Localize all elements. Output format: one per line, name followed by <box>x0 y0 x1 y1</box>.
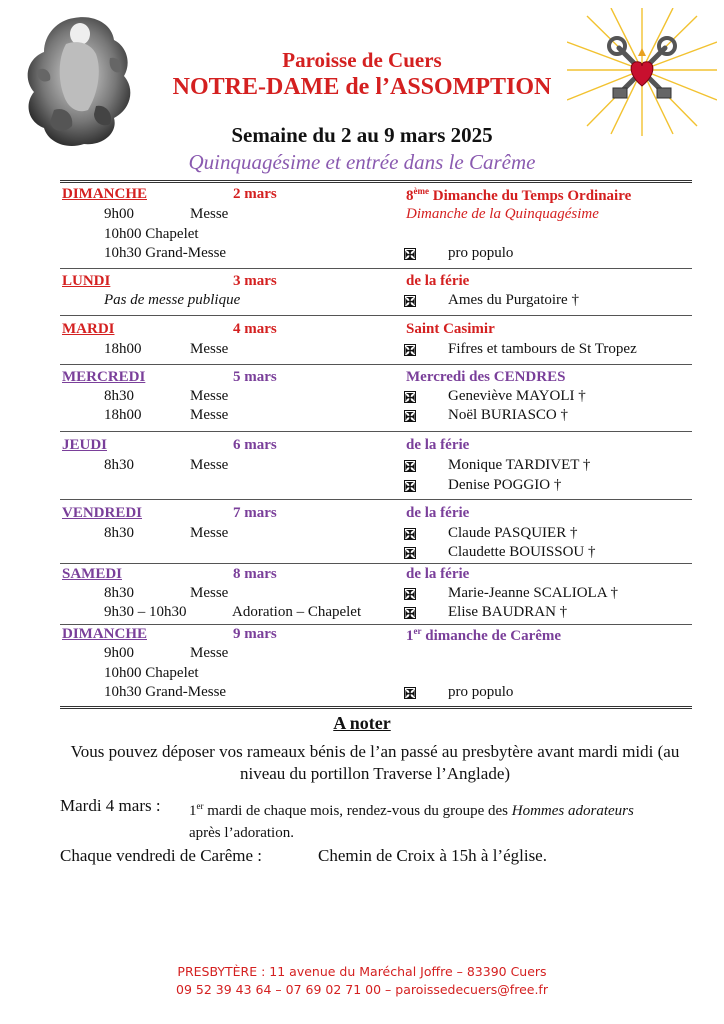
feast-title: de la férie <box>406 437 470 453</box>
cross-icon: ✠ <box>405 460 416 474</box>
mass-intention: Claude PASQUIER † <box>448 525 578 541</box>
day-date: 3 mars <box>233 273 277 289</box>
feast-title: de la férie <box>406 273 470 289</box>
day-date: 8 mars <box>233 566 277 582</box>
day-date: 2 mars <box>233 186 277 202</box>
mass-intention: Denise POGGIO † <box>448 477 562 493</box>
schedule-time: 8h30 <box>104 585 134 601</box>
schedule-event: Messe <box>190 341 229 357</box>
schedule-event: Messe <box>190 525 229 541</box>
church-name: NOTRE-DAME de l’ASSOMPTION <box>172 74 552 100</box>
schedule-event: Messe <box>190 457 229 473</box>
cross-icon: ✠ <box>405 547 416 561</box>
schedule-time: 10h00 Chapelet <box>104 665 199 681</box>
cross-icon: ✠ <box>405 687 416 701</box>
day-separator <box>60 563 692 564</box>
notes-heading: A noter <box>333 713 391 733</box>
day-separator <box>60 624 692 625</box>
schedule-time: 8h30 <box>104 457 134 473</box>
schedule-time: 9h30 – 10h30 <box>104 604 187 620</box>
feast-title: 1er dimanche de Carême <box>406 626 562 644</box>
cross-icon: ✠ <box>405 588 416 602</box>
cross-icon: ✠ <box>405 410 416 424</box>
cross-icon: ✠ <box>405 295 416 309</box>
notes-tuesday-label: Mardi 4 mars : <box>60 796 161 815</box>
feast-title: 8ème Dimanche du Temps Ordinaire <box>406 186 632 204</box>
day-name: LUNDI <box>62 273 111 289</box>
table-top-rule <box>60 180 692 183</box>
notes-friday-label: Chaque vendredi de Carême : <box>60 846 263 865</box>
cross-icon: ✠ <box>405 607 416 621</box>
mass-intention: Fifres et tambours de St Tropez <box>448 341 637 357</box>
notes-tuesday-text: 1er mardi de chaque mois, rendez-vous du groupe des Hommes adorateurs après l’adoration. <box>189 801 634 841</box>
schedule-time: 8h30 <box>104 388 134 404</box>
liturgical-subtitle: Quinquagésime et entrée dans le Carême <box>188 150 536 174</box>
mass-intention: pro populo <box>448 245 514 261</box>
day-name: JEUDI <box>62 437 108 453</box>
day-name: VENDREDI <box>62 505 143 521</box>
schedule-event: Messe <box>190 645 229 661</box>
feast-title: Mercredi des CENDRES <box>406 369 566 385</box>
day-date: 4 mars <box>233 321 277 337</box>
day-separator <box>60 315 692 316</box>
day-name: DIMANCHE <box>62 626 147 642</box>
day-separator <box>60 268 692 269</box>
cross-icon: ✠ <box>405 480 416 494</box>
schedule-event: Messe <box>190 206 229 222</box>
schedule-time: 9h00 <box>104 206 134 222</box>
schedule-time: 8h30 <box>104 525 134 541</box>
day-name: MARDI <box>62 321 115 337</box>
schedule-event: Messe <box>190 388 229 404</box>
schedule-event: Messe <box>190 407 229 423</box>
mass-intention: Marie-Jeanne SCALIOLA † <box>448 585 618 601</box>
footer-contact: 09 52 39 43 64 – 07 69 02 71 00 – paroissedecuers@free.fr <box>176 982 548 997</box>
day-date: 7 mars <box>233 505 277 521</box>
schedule-time: 18h00 <box>104 341 142 357</box>
mass-intention: Geneviève MAYOLI † <box>448 388 586 404</box>
day-date: 5 mars <box>233 369 277 385</box>
schedule-event: Messe <box>190 585 229 601</box>
cross-icon: ✠ <box>405 391 416 405</box>
notes-friday-text: Chemin de Croix à 15h à l’église. <box>318 846 547 865</box>
day-separator <box>60 364 692 365</box>
day-date: 6 mars <box>233 437 277 453</box>
day-name: DIMANCHE <box>62 186 147 202</box>
feast-title: Saint Casimir <box>406 321 495 337</box>
schedule-time: 10h30 Grand-Messe <box>104 245 227 261</box>
schedule-event: Adoration – Chapelet <box>232 604 362 620</box>
notes-palm-paragraph: Vous pouvez déposer vos rameaux bénis de l’an passé au presbytère avant mardi midi (au niveau du portillon Traverse l’Anglade) <box>70 742 680 783</box>
feast-title: de la férie <box>406 566 470 582</box>
mass-intention: Ames du Purgatoire † <box>448 292 579 308</box>
schedule-time: 10h00 Chapelet <box>104 226 199 242</box>
schedule-time: 18h00 <box>104 407 142 423</box>
day-name: MERCREDI <box>62 369 146 385</box>
mass-intention: Claudette BOUISSOU † <box>448 544 596 560</box>
cross-icon: ✠ <box>405 248 416 262</box>
cross-icon: ✠ <box>405 344 416 358</box>
schedule-time: 10h30 Grand-Messe <box>104 684 227 700</box>
keys-and-heart-emblem <box>567 8 717 138</box>
day-separator <box>60 431 692 432</box>
mass-intention: Monique TARDIVET † <box>448 457 591 473</box>
day-date: 9 mars <box>233 626 277 642</box>
day-separator <box>60 499 692 500</box>
cross-icon: ✠ <box>405 528 416 542</box>
table-bottom-rule <box>60 706 692 709</box>
week-title: Semaine du 2 au 9 mars 2025 <box>231 123 493 147</box>
schedule-time: 9h00 <box>104 645 134 661</box>
mass-intention: Noël BURIASCO † <box>448 407 569 423</box>
mass-intention: pro populo <box>448 684 514 700</box>
mass-intention: Elise BAUDRAN † <box>448 604 568 620</box>
schedule-time: Pas de messe publique <box>104 292 241 308</box>
day-name: SAMEDI <box>62 566 123 582</box>
feast-subtitle: Dimanche de la Quinquagésime <box>406 206 599 222</box>
footer-address: PRESBYTÈRE : 11 avenue du Maréchal Joffre – 83390 Cuers <box>177 964 547 979</box>
parish-name: Paroisse de Cuers <box>282 48 442 72</box>
feast-title: de la férie <box>406 505 470 521</box>
